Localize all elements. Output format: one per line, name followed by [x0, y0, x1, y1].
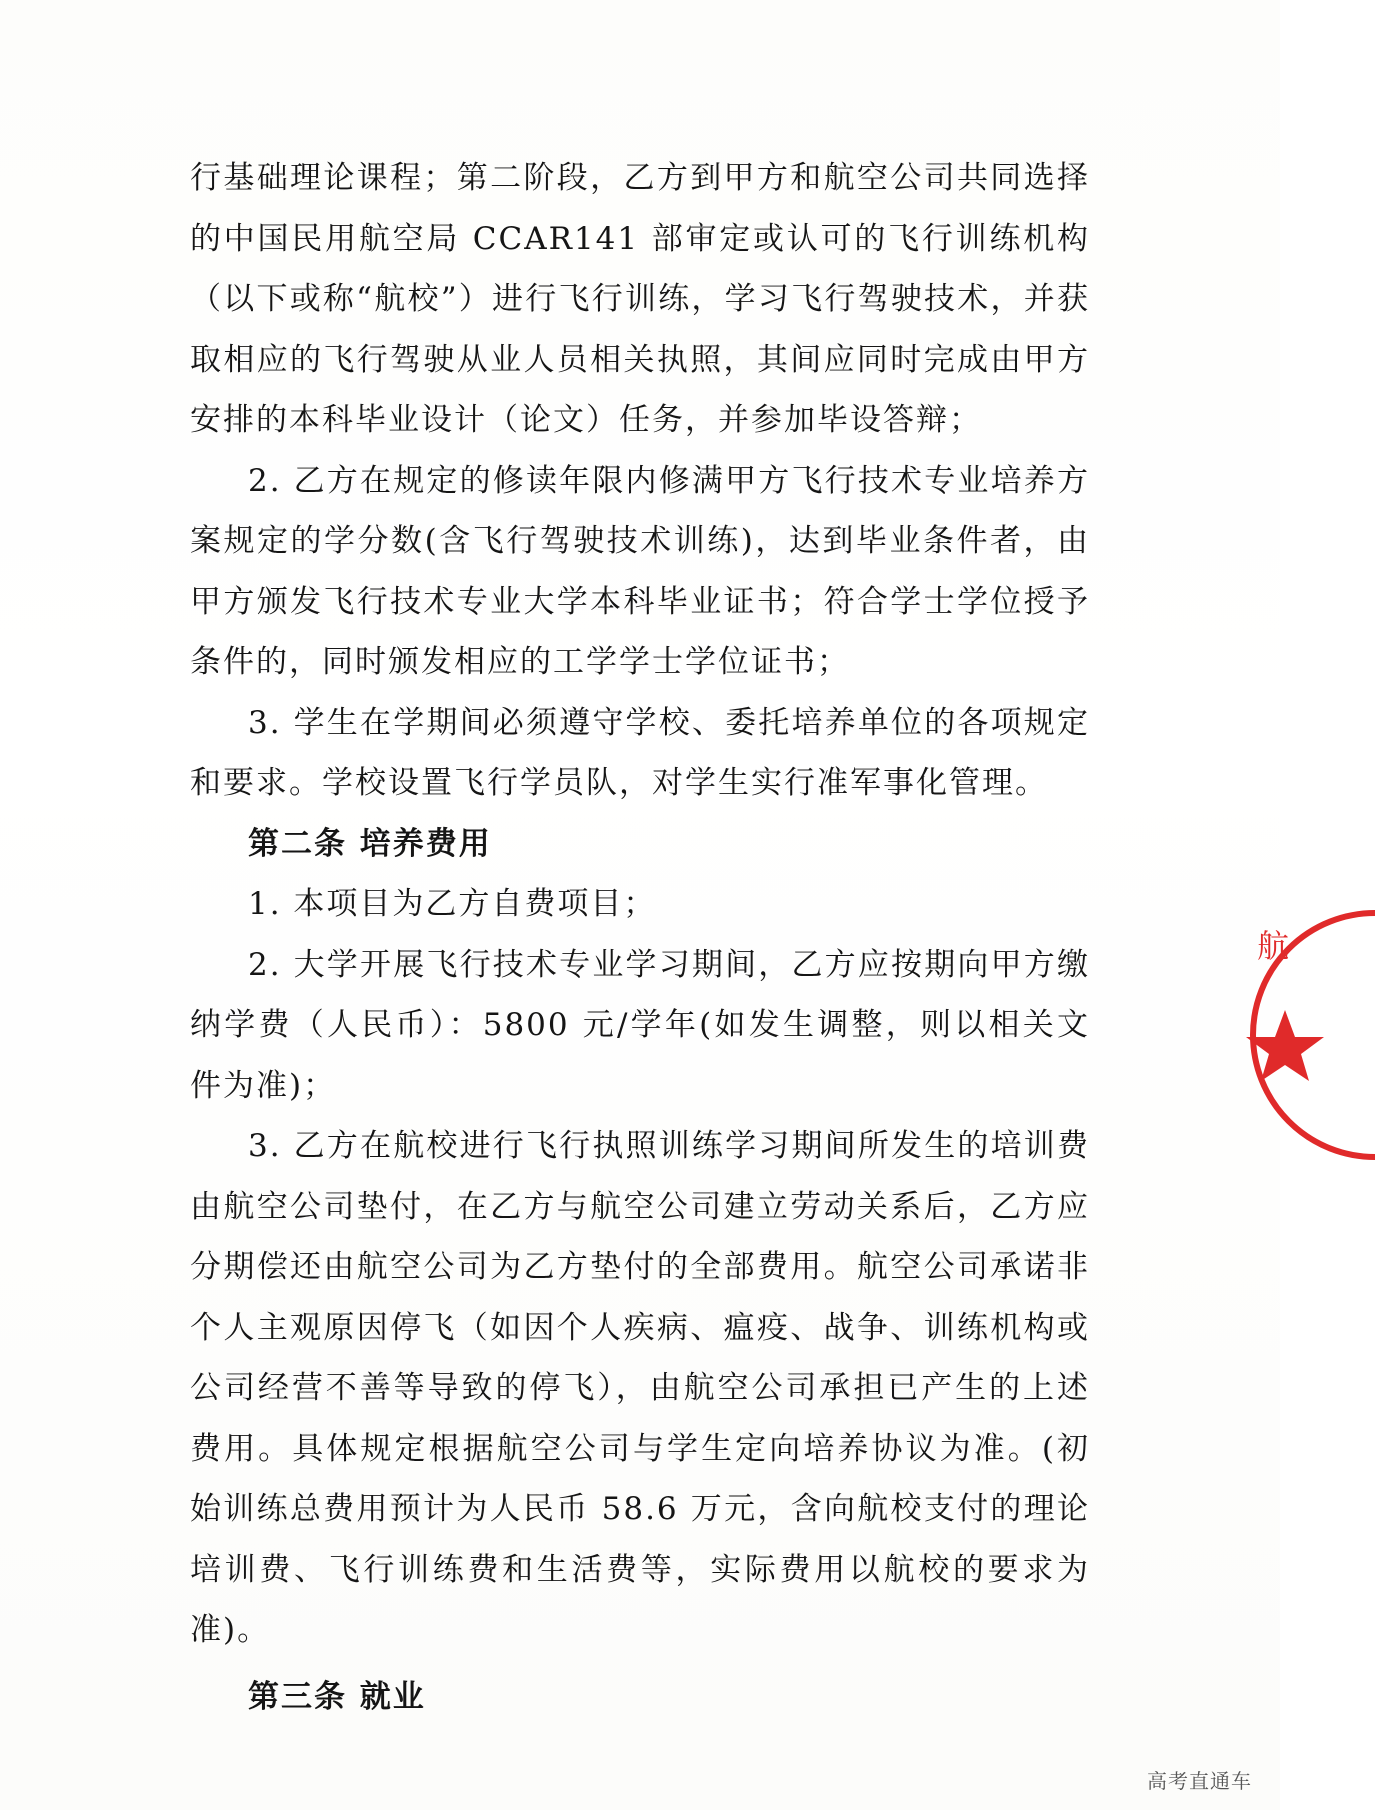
fee-item-2: 2. 大学开展飞行技术专业学习期间，乙方应按期向甲方缴纳学费（人民币）：5800 元/学年(如发生调整，则以相关文件为准)；: [190, 946, 1090, 1104]
seal-character: 航: [1257, 927, 1290, 965]
section-heading-article-2: 第二条 培养费用: [248, 825, 492, 862]
paragraph-item-2: 2. 乙方在规定的修读年限内修满甲方飞行技术专业培养方案规定的学分数(含飞行驾驶技术训练)，达到毕业条件者，由甲方颁发飞行技术专业大学本科毕业证书；符合学士学位授予条件的，同时颁发相应的工学学士学位证书；: [190, 462, 1090, 680]
section-heading-article-3: 第三条 就业: [248, 1678, 426, 1715]
paragraph-continued: 行基础理论课程；第二阶段，乙方到甲方和航空公司共同选择的中国民用航空局 CCAR141 部审定或认可的飞行训练机构（以下或称“航校”）进行飞行训练，学习飞行驾驶技术，并获取相应的飞行驾驶从业人员相关执照，其间应同时完成由甲方安排的本科毕业设计（论文）任务，并参加毕设答辩；: [190, 160, 1090, 438]
red-seal-stamp: [1225, 905, 1375, 1165]
fee-item-3: 3. 乙方在航校进行飞行执照训练学习期间所发生的培训费由航空公司垫付，在乙方与航空公司建立劳动关系后，乙方应分期偿还由航空公司为乙方垫付的全部费用。航空公司承诺非个人主观原因停飞（如因个人疾病、瘟疫、战争、训练机构或公司经营不善等导致的停飞），由航空公司承担已产生的上述费用。具体规定根据航空公司与学生定向培养协议为准。(初始训练总费用预计为人民币 58.6 万元，含向航校支付的理论培训费、飞行训练费和生活费等，实际费用以航校的要求为准)。: [190, 1128, 1090, 1648]
document-body: [190, 148, 1090, 1727]
watermark-label: 高考直通车: [1147, 1769, 1252, 1793]
fee-item-1: 1. 本项目为乙方自费项目；: [248, 886, 657, 922]
paragraph-item-3: 3. 学生在学期间必须遵守学校、委托培养单位的各项规定和要求。学校设置飞行学员队，对学生实行准军事化管理。: [190, 704, 1090, 801]
